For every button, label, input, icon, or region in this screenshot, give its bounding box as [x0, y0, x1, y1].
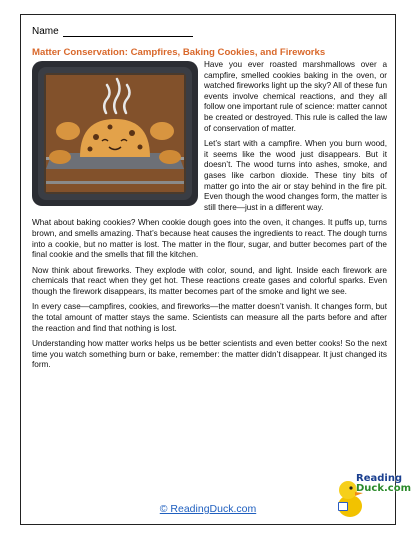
paragraph-6: Understanding how matter works helps us be better scientists and even better cooks! So the next time you watch something burn or bake, remember: the matter didn’t disappear. It just changed its form.: [32, 339, 387, 370]
paragraph-1: Have you ever roasted marshmallows over a campfire, smelled cookies baking in the oven, or watched fireworks light up the sky? All of these fun events involve chemical reactions, and they all follow one important rule of science: matter cannot be created or destroyed. This rule is called the law of conservation of matter.: [204, 60, 387, 133]
logo-line-1: Reading: [356, 473, 403, 484]
name-line[interactable]: [63, 27, 193, 37]
oven-cookies-illustration: [32, 61, 198, 206]
article-body: [32, 60, 387, 376]
paragraph-2: Let’s start with a campfire. When you burn wood, it seems like the wood just disappears. But it doesn’t. The wood turns into ashes, smoke, and gases like carbon dioxide. These tiny bits of matter go into the air or stay behind in the fire pit. Even though the wood changes form, the matter is still there—just in a different way.: [204, 139, 387, 212]
readingduck-logo: [334, 470, 412, 522]
paragraph-3: What about baking cookies? When cookie dough goes into the oven, it changes. It puffs up, turns brown, and smells amazing. That’s because heat causes the ingredients to react. The dough turns into a cookie, but no matter is lost. The matter in the flour, sugar, and butter becomes part of the final cookie and the smells that fill the kitchen.: [32, 218, 388, 260]
readingduck-link[interactable]: © ReadingDuck.com: [159, 503, 257, 515]
article-title: Matter Conservation: Campfires, Baking Cookies, and Fireworks: [32, 47, 326, 58]
name-label: Name: [32, 26, 59, 37]
logo-line-2: Duck.com: [356, 483, 412, 494]
paragraph-4: Now think about fireworks. They explode with color, sound, and light. Inside each firework are chemicals that react when they get hot. These reactions create gases and colorful sparks. Even though the firework disappears, its matter becomes part of the smoke and light we see.: [32, 265, 387, 296]
paragraph-5: In every case—campfires, cookies, and fireworks—the matter doesn’t vanish. It changes form, but the total amount of matter stays the same. Scientists can measure all the parts before and after the reaction and find that nothing is lost.: [32, 302, 387, 333]
name-field: [32, 26, 193, 37]
logo-wordmark: [356, 474, 411, 494]
